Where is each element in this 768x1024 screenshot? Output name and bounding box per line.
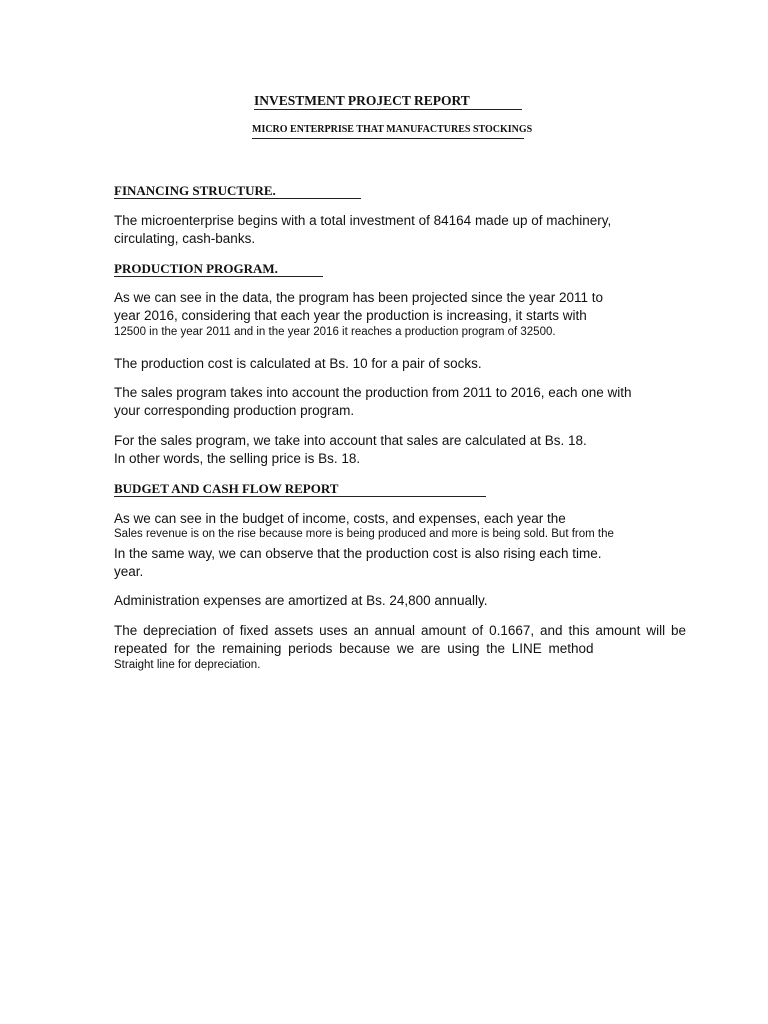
subtitle-underline (252, 138, 524, 139)
heading-underline (114, 276, 323, 277)
heading-financing-structure: FINANCING STRUCTURE. (114, 183, 276, 198)
paragraph-line: 12500 in the year 2011 and in the year 2016 it reaches a production program of 32500. (114, 326, 556, 338)
paragraph-line: In the same way, we can observe that the production cost is also rising each time. (114, 546, 602, 561)
heading-underline (114, 198, 361, 199)
paragraph-line: Sales revenue is on the rise because more is being produced and more is being sold. But from the (114, 528, 614, 540)
title-underline (254, 109, 522, 110)
paragraph-line: Straight line for depreciation. (114, 659, 261, 671)
paragraph-line: The microenterprise begins with a total investment of 84164 made up of machinery, (114, 213, 612, 228)
paragraph-line: As we can see in the data, the program has been projected since the year 2011 to (114, 290, 604, 305)
paragraph-line: year 2016, considering that each year the production is increasing, it starts with (114, 308, 587, 323)
heading-underline (114, 496, 486, 497)
paragraph-line: repeated for the remaining periods because we are using the LINE method (114, 641, 594, 656)
paragraph-line: your corresponding production program. (114, 403, 355, 418)
heading-budget-cash-flow: BUDGET AND CASH FLOW REPORT (114, 481, 339, 496)
heading-production-program: PRODUCTION PROGRAM. (114, 261, 278, 276)
paragraph-line: The production cost is calculated at Bs. 10 for a pair of socks. (114, 356, 482, 371)
document-subtitle: MICRO ENTERPRISE THAT MANUFACTURES STOCKINGS (252, 124, 533, 135)
paragraph-line: For the sales program, we take into account that sales are calculated at Bs. 18. (114, 433, 587, 448)
document-title: INVESTMENT PROJECT REPORT (254, 93, 470, 108)
paragraph-line: As we can see in the budget of income, costs, and expenses, each year the (114, 511, 566, 526)
paragraph-line: The depreciation of fixed assets uses an annual amount of 0.1667, and this amount will be (114, 623, 686, 638)
paragraph-line: The sales program takes into account the production from 2011 to 2016, each one with (114, 385, 632, 400)
paragraph-line: year. (114, 564, 144, 579)
paragraph-line: In other words, the selling price is Bs. 18. (114, 451, 361, 466)
paragraph-line: circulating, cash-banks. (114, 231, 256, 246)
paragraph-line: Administration expenses are amortized at Bs. 24,800 annually. (114, 593, 488, 608)
